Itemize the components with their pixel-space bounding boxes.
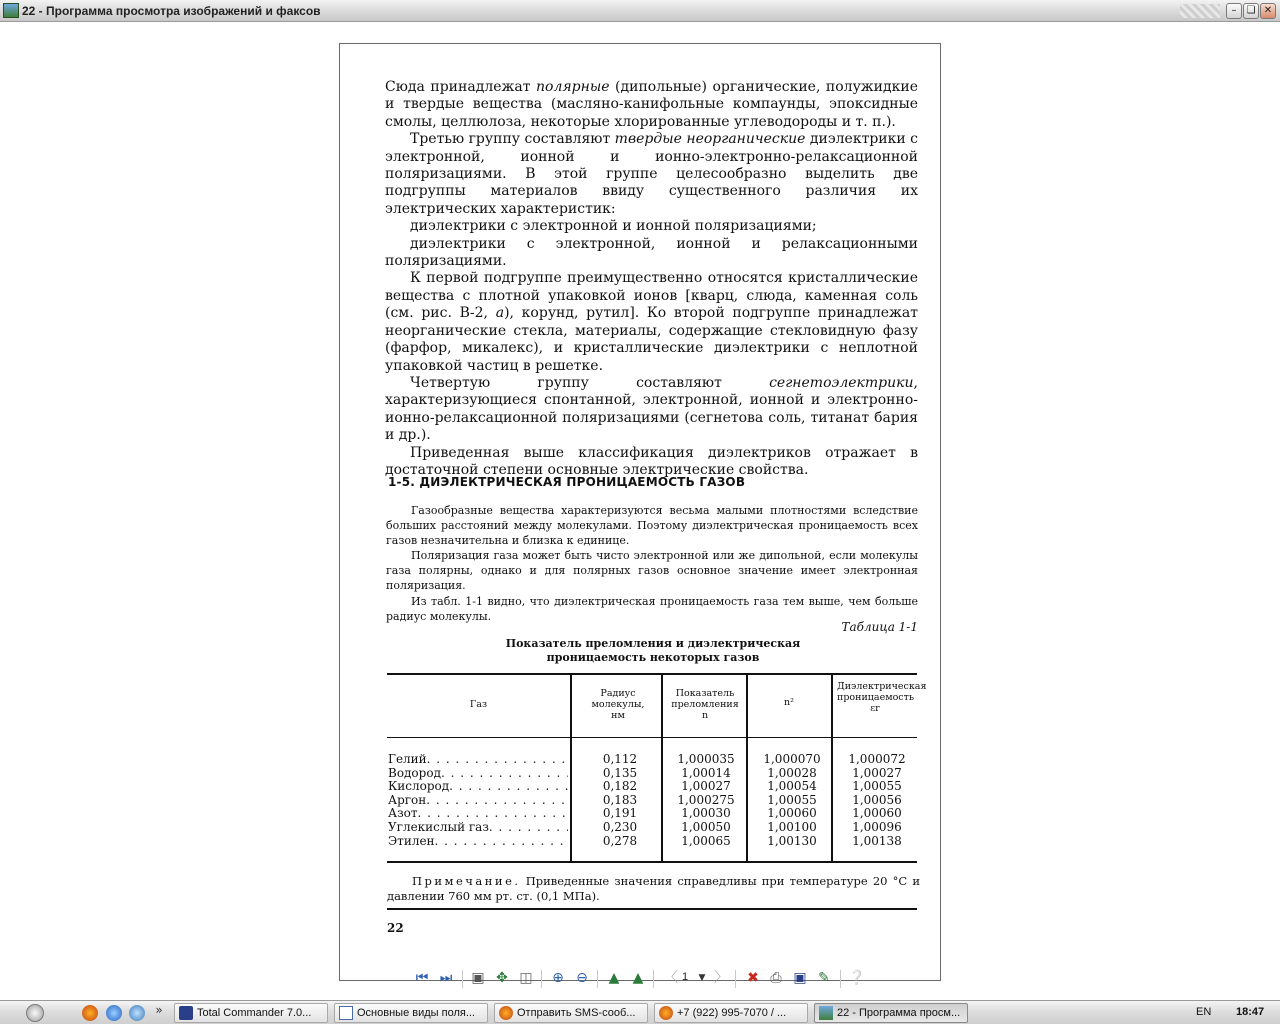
table-cell: 1,000070 (763, 752, 821, 766)
language-indicator[interactable]: EN (1196, 1006, 1212, 1018)
document-page (339, 43, 941, 981)
table-cell: 1,00055 (852, 779, 902, 794)
data-table (387, 673, 927, 863)
table-cell: 1,00028 (767, 765, 817, 780)
taskbar-item[interactable] (334, 1003, 488, 1023)
firefox-icon[interactable] (82, 1005, 98, 1021)
window-title: 22 - Программа просмотра изображений и факсов (22, 4, 321, 18)
paragraph: Сюда принадлежат полярные (дипольные) органические, полужидкие и твердые вещества (масляно-канифольные компаунды, эпоксидные смолы, целлюлоза, некоторые хлорированные углеводороды и т. п.). (385, 79, 919, 130)
table-header-permittivity: Диэлектрическая проницаемость εr (837, 681, 927, 714)
table-cell: 0,230 (602, 819, 638, 834)
title-bar (0, 0, 1280, 22)
table-column-n-squared (750, 753, 834, 848)
section-text (386, 504, 918, 625)
paragraph: К первой подгруппе преимущественно относятся кристаллические вещества с плотной упаковкой ионов [кварц, слюда, каменная соль (см. рис. В-2, а), корунд, рутил]. Ко второй подгруппе принадлежат неорганические стекла, материалы, содержащие стекловидную фазу (фарфор, микалекс), и кристаллические диэлектрики с неплотной упаковкой частиц в решетке. (385, 270, 918, 374)
table-divider (661, 674, 663, 862)
table-cell: 1,00130 (767, 833, 817, 848)
paragraph: Четвертую группу составляют сегнетоэлектрики, характеризующиеся спонтанной, электронной, ионной и электронно-ионно-релаксационной поляризациями (сегнетова соль, титанат бария и др.). (385, 374, 918, 444)
actual-size-icon[interactable]: ✥ (496, 970, 508, 986)
table-cell: 1,00100 (767, 819, 817, 834)
internet-explorer-icon[interactable] (106, 1005, 122, 1021)
table-cell: 1,00096 (852, 819, 902, 834)
start-button[interactable] (26, 1004, 44, 1022)
chevron-down-icon[interactable]: ▼ (698, 973, 706, 983)
zoom-in-icon[interactable]: ⊕ (552, 970, 564, 986)
previous-image-button[interactable]: ⏮ (415, 970, 429, 986)
table-caption: Показатель преломления и диэлектрическая проницаемость некоторых газов (505, 637, 801, 664)
paragraph: Поляризация газа может быть чисто электронной или же дипольной, если молекулы газа полярны, однако и для полярных газов основное значение имеет электронная поляризация. (386, 549, 918, 592)
table-label: Таблица 1-1 (841, 620, 918, 634)
note-rule (387, 908, 917, 910)
section-heading: 1-5. ДИЭЛЕКТРИЧЕСКАЯ ПРОНИЦАЕМОСТЬ ГАЗОВ (388, 475, 746, 489)
table-cell: 1,00060 (852, 806, 902, 821)
document-icon (339, 1006, 353, 1020)
table-header-gas: Газ (469, 699, 488, 710)
paragraph: Газообразные вещества характеризуются весьма малыми плотностями вследствие больших расстояний между молекулами. Поэтому диэлектрическая проницаемость всех газов незначительна и близка к единице. (386, 504, 918, 547)
rotate-counterclockwise-icon[interactable]: ▲ (632, 970, 644, 986)
table-cell: 1,000035 (677, 752, 735, 766)
table-row: Водород . . . (388, 767, 568, 781)
taskbar-item[interactable] (174, 1003, 328, 1023)
image-viewer-icon (3, 3, 19, 18)
table-row: Этилен . . . (388, 835, 568, 849)
taskbar-item-label: Total Commander 7.0... (197, 1007, 312, 1019)
table-cell: 1,00060 (767, 806, 817, 821)
floppy-icon (179, 1006, 193, 1020)
table-cell: 0,112 (602, 752, 638, 766)
table-cell: 1,00030 (681, 806, 731, 821)
paragraph: диэлектрики с электронной и ионной поляризациями; (410, 218, 817, 235)
paragraph: Из табл. 1-1 видно, что диэлектрическая проницаемость газа тем выше, чем больше радиус молекулы. (386, 594, 918, 623)
taskbar-item-label: Отправить SMS-сооб... (517, 1007, 636, 1019)
toolbar-separator (462, 970, 463, 988)
table-row: Кислород . . . (388, 780, 568, 794)
table-rule-bottom (387, 861, 917, 863)
taskbar-item-label: +7 (922) 995-7070 / ... (677, 1007, 787, 1019)
table-cell: 1,00056 (852, 792, 902, 807)
table-cell: 1,00050 (681, 819, 731, 834)
toolbar-separator (653, 970, 654, 988)
table-header-radius: Радиус молекулы, нм (591, 688, 645, 721)
quick-launch-icon[interactable] (129, 1005, 145, 1021)
table-cell: 1,00027 (681, 779, 731, 794)
table-column-refraction (665, 753, 747, 848)
table-column-permittivity (836, 753, 918, 848)
toolbar-separator (840, 970, 841, 988)
table-cell: 0,278 (602, 833, 638, 848)
table-cell: 1,00065 (681, 833, 731, 848)
paragraph: диэлектрики с электронной, ионной и релаксационными поляризациями. (385, 235, 918, 270)
table-divider (570, 674, 572, 862)
delete-icon[interactable]: ✖ (747, 970, 759, 986)
clock[interactable]: 18:47 (1236, 1006, 1265, 1018)
taskbar-item-label: Основные виды поля... (357, 1007, 475, 1019)
table-column-radius (582, 753, 658, 848)
table-row: Гелий . . . (388, 753, 568, 767)
table-header-refraction: Показатель преломления n (671, 688, 739, 721)
table-cell: 1,00054 (767, 779, 817, 794)
table-cell: 0,191 (602, 806, 638, 821)
table-cell: 1,00138 (852, 833, 902, 848)
title-bar-decoration (1180, 4, 1220, 18)
table-cell: 0,182 (602, 779, 638, 794)
table-cell: 0,183 (602, 792, 638, 807)
table-row: Углекислый газ . . . (388, 821, 568, 835)
table-row: Аргон . . . (388, 794, 568, 808)
table-column-gas (388, 753, 568, 848)
firefox-icon (499, 1006, 513, 1020)
table-rule-top (387, 673, 917, 675)
chevron-right-icon[interactable]: » (155, 1003, 163, 1017)
maximize-button[interactable]: ❏ (1243, 3, 1259, 19)
next-image-button[interactable]: ⏭ (439, 970, 453, 986)
previous-page-icon[interactable]: 〈 (664, 970, 678, 986)
toolbar-separator (597, 970, 598, 988)
firefox-icon (659, 1006, 673, 1020)
save-icon[interactable]: ▣ (793, 970, 807, 986)
table-rule-header (387, 737, 917, 738)
next-page-icon[interactable]: 〉 (714, 970, 728, 986)
note-text: Приведенные значения справедливы при температуре 20 °C и давлении 760 мм рт. ст. (0,1 МПа). (387, 874, 920, 903)
print-icon[interactable]: ⎙ (770, 970, 782, 986)
viewer-toolbar (0, 965, 1280, 993)
toolbar-separator (735, 970, 736, 988)
note-label: Примечание. (412, 874, 521, 888)
taskbar-item-label: 22 - Программа просм... (837, 1007, 961, 1019)
close-button[interactable]: ✕ (1260, 3, 1276, 19)
help-icon[interactable]: ❔ (848, 970, 866, 986)
taskbar-item[interactable] (494, 1003, 648, 1023)
slideshow-icon[interactable]: ◫ (519, 970, 533, 986)
table-header-n-squared: n² (784, 697, 794, 708)
page-number-field[interactable]: 1 (682, 971, 689, 983)
rotate-clockwise-icon[interactable]: ▲ (608, 970, 620, 986)
table-cell: 1,000275 (677, 792, 735, 807)
zoom-out-icon[interactable]: ⊖ (576, 970, 588, 986)
minimize-button[interactable]: – (1226, 3, 1242, 19)
table-note (387, 874, 920, 904)
taskbar-item[interactable] (654, 1003, 808, 1023)
table-cell: 1,00055 (767, 792, 817, 807)
image-viewer-icon (819, 1006, 833, 1020)
taskbar (0, 1000, 1280, 1024)
paragraph: Приведенная выше классификация диэлектриков отражает в достаточной степени основные электрические свойства. (385, 444, 918, 478)
table-cell: 0,135 (602, 765, 638, 780)
table-cell: 1,00014 (681, 765, 731, 780)
image-viewport[interactable] (0, 22, 1280, 1000)
body-text (385, 79, 918, 479)
paragraph: Третью группу составляют твердые неорганические диэлектрики с электронной, ионной и ионно-электронно-релаксационной поляризациями. В этой группе целесообразно выделить две подгруппы материалов ввиду существенного различия их электрических характеристик: (385, 131, 919, 217)
taskbar-item-active[interactable] (814, 1003, 968, 1023)
best-fit-icon[interactable]: ▣ (471, 970, 485, 986)
open-in-editor-icon[interactable]: ✎ (818, 970, 830, 986)
table-cell: 1,000072 (848, 752, 906, 766)
table-row: Азот . . . (388, 807, 568, 821)
table-cell: 1,00027 (852, 765, 902, 780)
page-number: 22 (387, 921, 404, 935)
toolbar-separator (541, 970, 542, 988)
